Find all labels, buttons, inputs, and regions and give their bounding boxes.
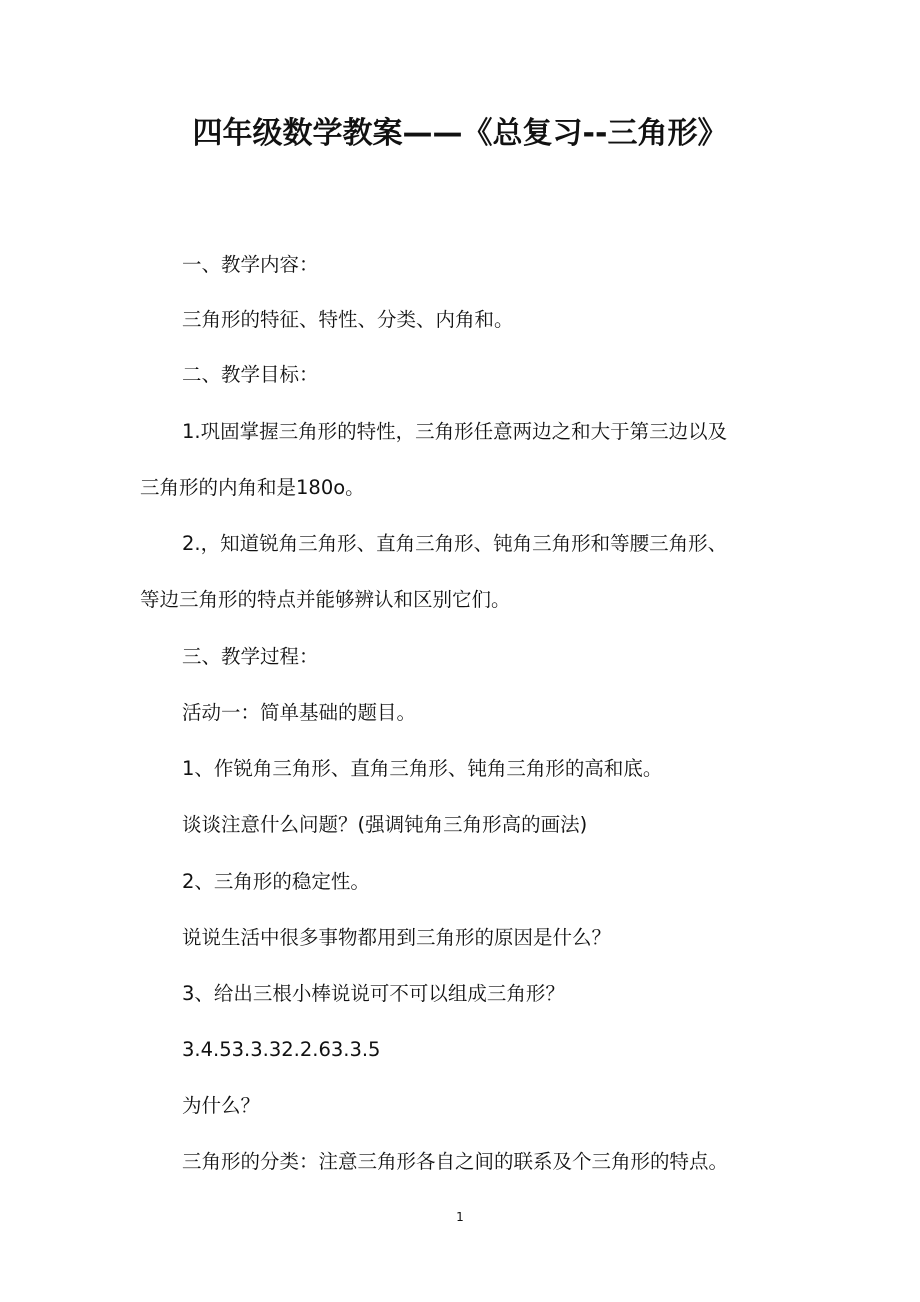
paragraph: 三角形的特征、特性、分类、内角和。 [182,308,514,331]
document-title: 四年级数学教案——《总复习--三角形》 [192,116,728,151]
paragraph: 2.，知道锐角三角形、直角三角形、钝角三角形和等腰三角形、 [182,532,728,555]
section-heading: 一、教学内容： [182,253,319,276]
paragraph: 1.巩固掌握三角形的特性，三角形任意两边之和大于第三边以及 [182,420,728,443]
paragraph: 谈谈注意什么问题？(强调钝角三角形高的画法) [182,813,588,836]
page-number: 1 [456,1210,464,1224]
paragraph: 等边三角形的特点并能够辨认和区别它们。 [140,588,511,611]
paragraph: 3、给出三根小棒说说可不可以组成三角形？ [182,982,565,1005]
paragraph: 说说生活中很多事物都用到三角形的原因是什么？ [182,926,612,949]
section-heading: 二、教学目标： [182,363,319,386]
paragraph: 三角形的内角和是180o。 [140,476,365,499]
paragraph: 活动一：简单基础的题目。 [182,701,417,724]
section-heading: 三、教学过程： [182,645,319,668]
paragraph: 1、作锐角三角形、直角三角形、钝角三角形的高和底。 [182,757,663,780]
paragraph: 2、三角形的稳定性。 [182,870,370,893]
paragraph: 三角形的分类：注意三角形各自之间的联系及个三角形的特点。 [182,1150,729,1173]
paragraph: 3.4.53.3.32.2.63.3.5 [182,1038,381,1061]
paragraph: 为什么？ [182,1094,261,1117]
